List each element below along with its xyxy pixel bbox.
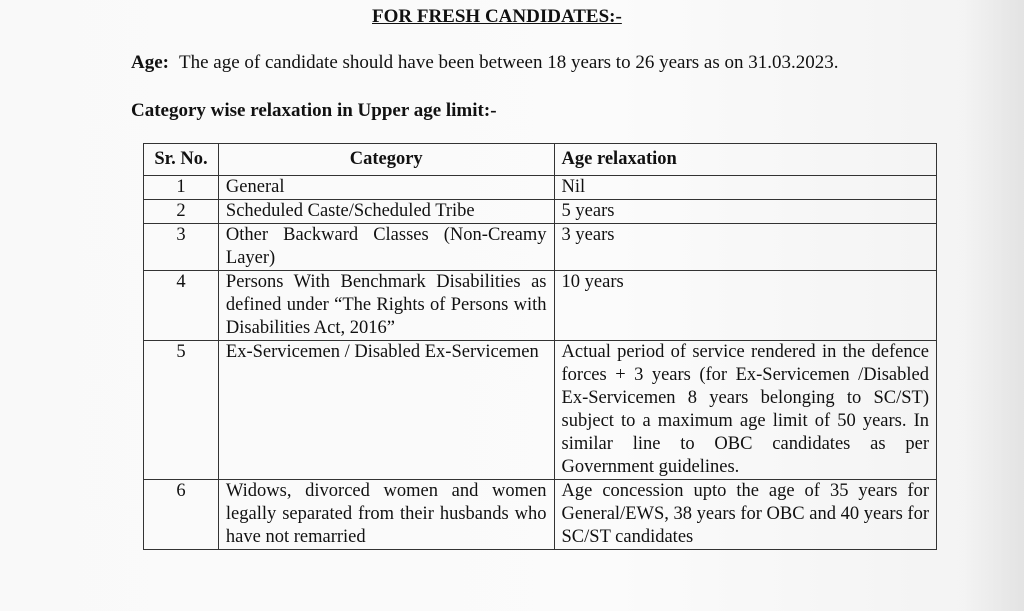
table-header-row bbox=[144, 144, 937, 176]
cell-category: Persons With Benchmark Disabilities as defined under “The Rights of Persons with Disabilities Act, 2016” bbox=[218, 271, 554, 341]
cell-sr-no: 3 bbox=[144, 224, 219, 271]
relaxation-subheading: Category wise relaxation in Upper age limit:- bbox=[131, 100, 497, 121]
table-row bbox=[144, 200, 937, 224]
header-sr-no: Sr. No. bbox=[144, 144, 219, 176]
cell-category: Other Backward Classes (Non-Creamy Layer) bbox=[218, 224, 554, 271]
page-edge-shadow bbox=[964, 0, 1024, 611]
header-category: Category bbox=[218, 144, 554, 176]
cell-category: Widows, divorced women and women legally separated from their husbands who have not remarried bbox=[218, 480, 554, 550]
cell-age-relaxation: 10 years bbox=[554, 271, 936, 341]
table-row bbox=[144, 271, 937, 341]
cell-sr-no: 1 bbox=[144, 176, 219, 200]
table-row bbox=[144, 480, 937, 550]
cell-sr-no: 4 bbox=[144, 271, 219, 341]
table-row bbox=[144, 224, 937, 271]
cell-category: General bbox=[218, 176, 554, 200]
header-age-relaxation: Age relaxation bbox=[554, 144, 936, 176]
cell-sr-no: 5 bbox=[144, 341, 219, 480]
cell-category: Ex-Servicemen / Disabled Ex-Servicemen bbox=[218, 341, 554, 480]
age-label: Age: bbox=[131, 52, 169, 73]
cell-age-relaxation: Age concession upto the age of 35 years for General/EWS, 38 years for OBC and 40 years for SC/ST candidates bbox=[554, 480, 936, 550]
age-criteria bbox=[131, 52, 839, 74]
cell-sr-no: 2 bbox=[144, 200, 219, 224]
cell-age-relaxation: 5 years bbox=[554, 200, 936, 224]
cell-age-relaxation: Nil bbox=[554, 176, 936, 200]
cell-age-relaxation: Actual period of service rendered in the defence forces + 3 years (for Ex-Servicemen /Disabled Ex-Servicemen 8 years belonging to SC/ST) subject to a maximum age limit of 50 years. In similar line to OBC candidates as per Government guidelines. bbox=[554, 341, 936, 480]
cell-sr-no: 6 bbox=[144, 480, 219, 550]
table-row bbox=[144, 176, 937, 200]
age-relaxation-table bbox=[143, 143, 937, 550]
cell-category: Scheduled Caste/Scheduled Tribe bbox=[218, 200, 554, 224]
cell-age-relaxation: 3 years bbox=[554, 224, 936, 271]
age-text: The age of candidate should have been between 18 years to 26 years as on 31.03.2023. bbox=[178, 52, 839, 73]
table-row bbox=[144, 341, 937, 480]
page-heading: FOR FRESH CANDIDATES:- bbox=[372, 6, 622, 27]
